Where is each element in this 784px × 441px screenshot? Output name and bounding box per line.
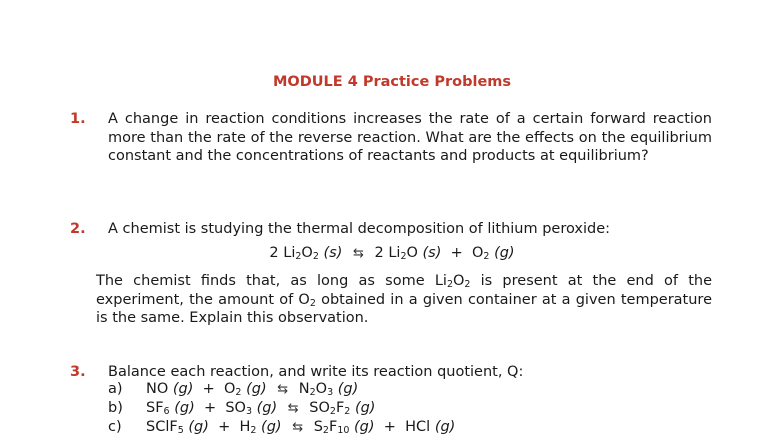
problem-1-number: 1.	[70, 111, 86, 127]
problem-3-number: 3.	[70, 364, 86, 380]
equilibrium-arrow-icon: ⇆	[277, 382, 289, 397]
page-title: MODULE 4 Practice Problems	[272, 74, 512, 90]
problem-2-followup: The chemist finds that, as long as some $Li_2O_2$ is present at the end of the experiment, the amount of $O_2$ obtained in a given container at a given temperature is the same. Explain this observation.	[96, 273, 712, 326]
equilibrium-arrow-icon: ⇆	[352, 246, 364, 261]
problem-1-text: A change in reaction conditions increases the rate of a certain forward reaction more than the rate of the reverse reaction. What are the effects on the equilibrium constant and the concentrations of reactants and products at equilibrium?	[108, 111, 712, 164]
reaction-c: c) SClF$_5$ $(g) + H_2$ (g) ⇆ $S_2F_{10}$ (g) + HCl (g)	[108, 419, 456, 436]
problem-2-text: A chemist is studying the thermal decomposition of lithium peroxide:	[108, 221, 611, 237]
equilibrium-arrow-icon: ⇆	[287, 401, 299, 416]
problem-3-text: Balance each reaction, and write its reaction quotient, Q:	[108, 364, 524, 380]
problem-2-number: 2.	[70, 221, 86, 237]
equilibrium-arrow-icon: ⇆	[292, 420, 304, 435]
equation-lithium-peroxide: 2 $Li_2O_2$ (s) ⇆ 2 $Li_2O$ $(s) + O_2$ (g)	[269, 245, 515, 262]
reaction-a: a) NO $(g) + O_2$ (g) ⇆ $N_2O_3$ (g)	[108, 381, 359, 398]
reaction-b: b) $SF_6$ $(g) + SO_3$ (g) ⇆ $SO_2F_2$ (g)	[108, 400, 376, 417]
